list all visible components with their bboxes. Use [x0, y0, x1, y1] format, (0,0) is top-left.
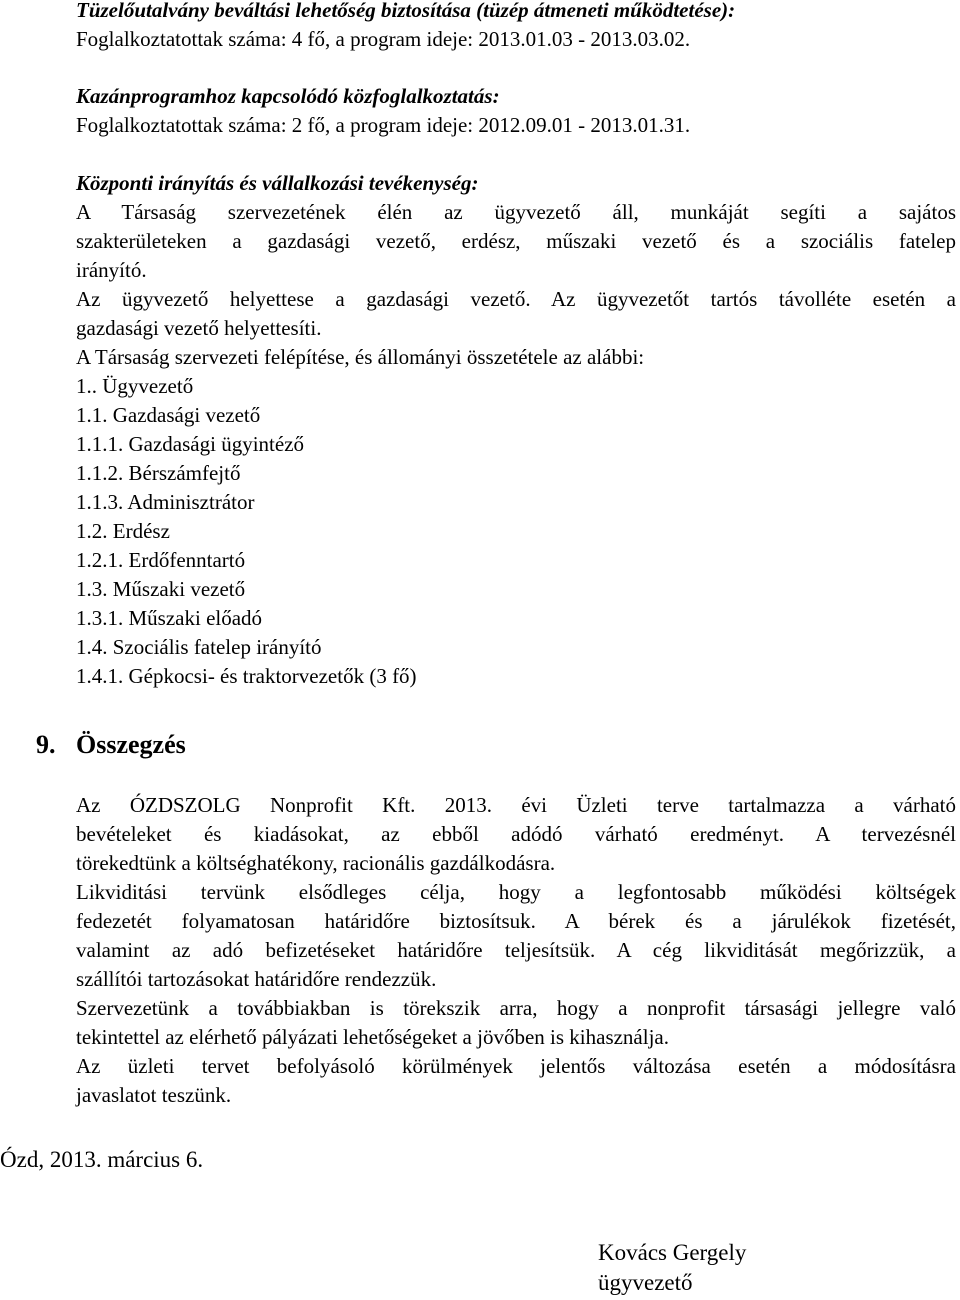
- list-item: 1.1.2. Bérszámfejtő: [76, 461, 241, 485]
- list-item: 1.. Ügyvezető: [76, 374, 194, 398]
- paragraph-line: Az ügyvezető helyettese a gazdasági vezető. Az ügyvezetőt tartós távolléte esetén a: [76, 287, 956, 311]
- paragraph-line: törekedtünk a költséghatékony, racionális gazdálkodásra.: [76, 851, 556, 875]
- signer-title: ügyvezető: [598, 1270, 693, 1295]
- paragraph-line: Likviditási tervünk elsődleges célja, hogy a legfontosabb működési költségek: [76, 880, 956, 904]
- section-title: Összegzés: [76, 730, 186, 759]
- summary-body: [76, 791, 956, 1110]
- section-boiler-program: [76, 82, 956, 140]
- section-heading: Tüzelőutalvány beváltási lehetőség biztosítása (tüzép átmeneti működtetése):: [76, 0, 736, 22]
- list-item: 1.3. Műszaki vezető: [76, 577, 246, 601]
- list-item: 1.4.1. Gépkocsi- és traktorvezetők (3 fő): [76, 664, 417, 688]
- paragraph-line: tekintettel az elérhető pályázati lehetőségeket a jövőben is kihasználja.: [76, 1025, 669, 1049]
- paragraph-line: javaslatot teszünk.: [76, 1083, 232, 1107]
- paragraph-line: bevételeket és kiadásokat, az ebből adódó várható eredményt. A tervezésnél: [76, 822, 956, 846]
- section-heading: Központi irányítás és vállalkozási tevékenység:: [76, 171, 479, 195]
- summary-heading: [36, 728, 186, 762]
- section-heading: Kazánprogramhoz kapcsolódó közfoglalkoztatás:: [76, 84, 500, 108]
- paragraph-line: Szervezetünk a továbbiakban is törekszik arra, hogy a nonprofit társasági jellegre való: [76, 996, 956, 1020]
- paragraph-line: irányító.: [76, 258, 147, 282]
- paragraph-line: Az ÓZDSZOLG Nonprofit Kft. 2013. évi Üzleti terve tartalmazza a várható: [76, 793, 956, 817]
- list-item: 1.3.1. Műszaki előadó: [76, 606, 263, 630]
- place-date: Ózd, 2013. március 6.: [0, 1147, 204, 1172]
- paragraph-line: valamint az adó befizetéseket határidőre teljesítsük. A cég likviditását megőrizzük, a: [76, 938, 956, 962]
- paragraph-line: Az üzleti tervet befolyásoló körülmények jelentős változása esetén a módosításra: [76, 1054, 956, 1078]
- section-fuel-voucher: [76, 0, 956, 54]
- list-item: 1.2.1. Erdőfenntartó: [76, 548, 246, 572]
- list-item: 1.1.3. Adminisztrátor: [76, 490, 255, 514]
- section-number: 9.: [36, 730, 56, 759]
- signature-block: [598, 1238, 746, 1298]
- section-text: Foglalkoztatottak száma: 4 fő, a program ideje: 2013.01.03 - 2013.03.02.: [76, 27, 691, 51]
- paragraph-line: A Társaság szervezetének élén az ügyvezető áll, munkáját segíti a sajátos: [76, 200, 956, 224]
- section-text: Foglalkoztatottak száma: 2 fő, a program ideje: 2012.09.01 - 2013.01.31.: [76, 113, 691, 137]
- paragraph-line: szállítói tartozásokat határidőre rendezzük.: [76, 967, 437, 991]
- paragraph-line: szakterületeken a gazdasági vezető, erdész, műszaki vezető és a szociális fatelep: [76, 229, 956, 253]
- list-item: 1.1.1. Gazdasági ügyintéző: [76, 432, 305, 456]
- list-item: 1.1. Gazdasági vezető: [76, 403, 261, 427]
- paragraph-line: A Társaság szervezeti felépítése, és állományi összetétele az alábbi:: [76, 345, 645, 369]
- list-item: 1.2. Erdész: [76, 519, 170, 543]
- section-central-management: [76, 169, 956, 691]
- signer-name: Kovács Gergely: [598, 1240, 747, 1265]
- list-item: 1.4. Szociális fatelep irányító: [76, 635, 322, 659]
- paragraph-line: gazdasági vezető helyettesíti.: [76, 316, 322, 340]
- org-structure-list: [76, 372, 956, 691]
- paragraph-line: fedezetét folyamatosan határidőre biztosítsuk. A bérek és a járulékok fizetését,: [76, 909, 956, 933]
